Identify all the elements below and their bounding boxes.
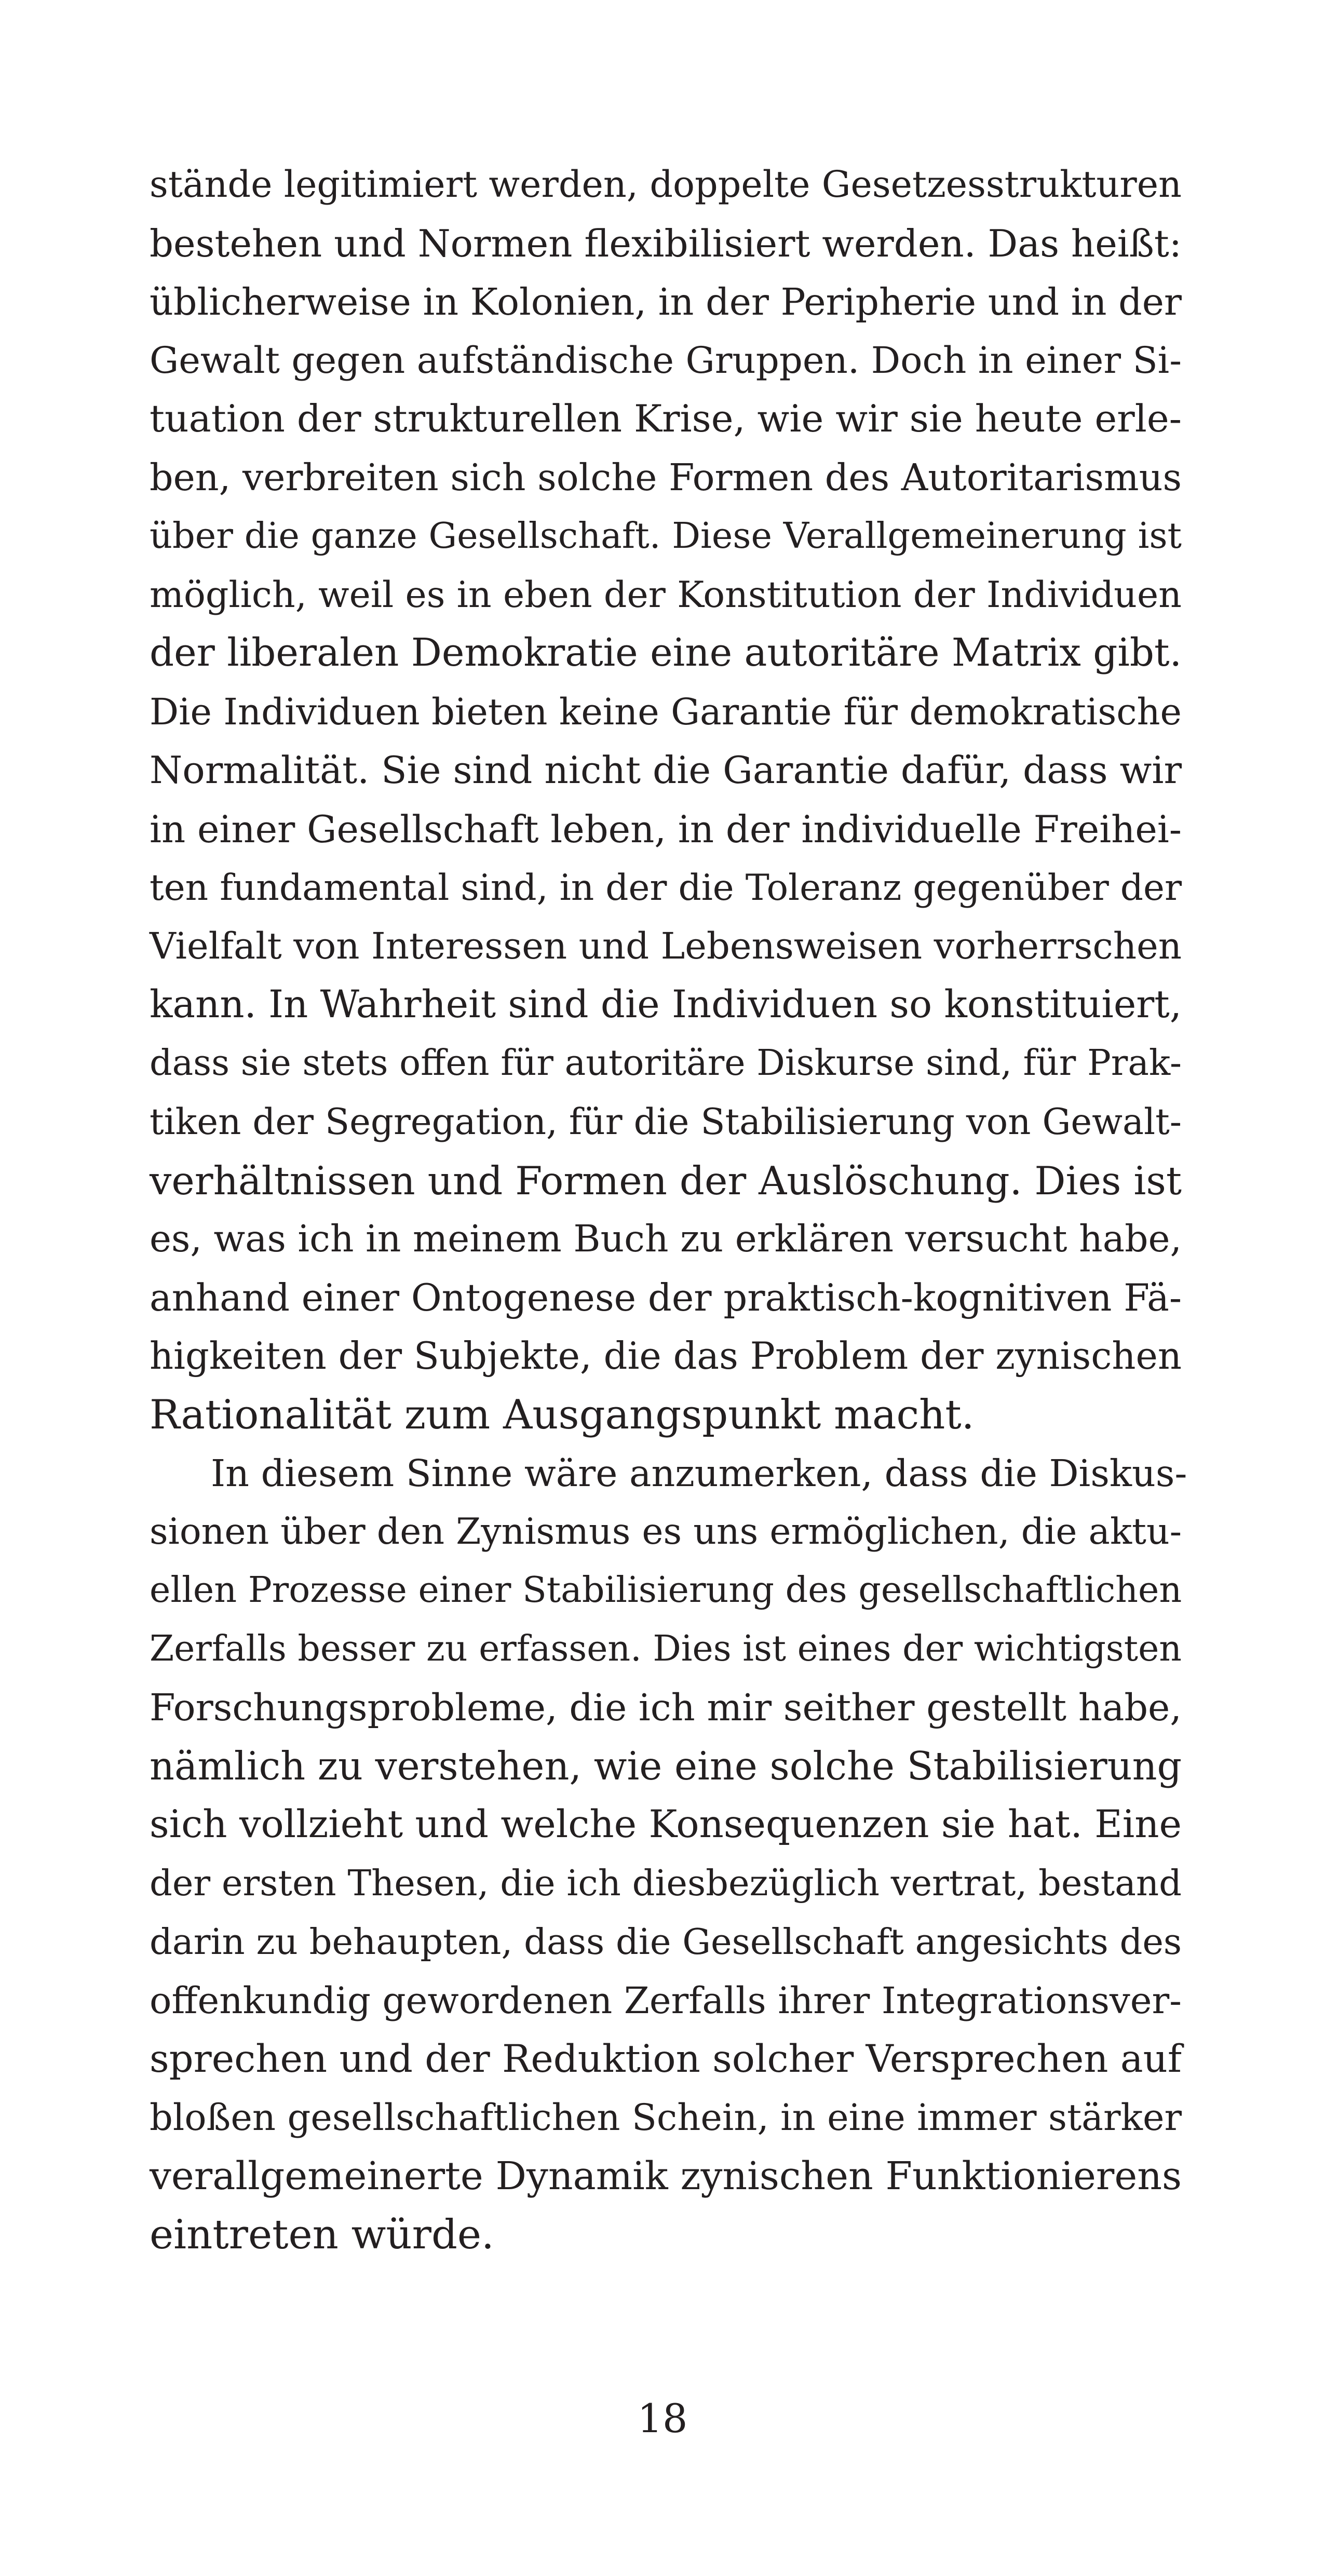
text-line: Normalität. Sie sind nicht die Garantie dafür, dass wir	[150, 748, 1182, 792]
text-line: tuation der strukturellen Krise, wie wir sie heute erle-	[150, 397, 1182, 441]
text-line: Vielfalt von Interessen und Lebensweisen vorherrschen	[150, 925, 1182, 968]
text-line: tiken der Segregation, für die Stabilisierung von Gewalt-	[150, 1101, 1182, 1143]
text-line: Die Individuen bieten keine Garantie für demokratische	[150, 691, 1182, 734]
text-line: verallgemeinerte Dynamik zynischen Funktionierens	[150, 2154, 1182, 2199]
text-line: verhältnissen und Formen der Auslöschung. Dies ist	[150, 1157, 1182, 1204]
text-line: kann. In Wahrheit sind die Individuen so konstituiert,	[150, 982, 1182, 1027]
text-line: In diesem Sinne wäre anzumerken, dass die Diskus-	[211, 1451, 1187, 1495]
paragraph-1	[150, 156, 1182, 1445]
text-line: üblicherweise in Kolonien, in der Peripherie und in der	[150, 280, 1182, 323]
text-line: nämlich zu verstehen, wie eine solche Stabilisierung	[150, 1743, 1182, 1789]
text-line: stände legitimiert werden, doppelte Gesetzesstrukturen	[150, 164, 1182, 206]
text-line: ten fundamental sind, in der die Toleranz gegenüber der	[150, 867, 1182, 909]
text-line: offenkundig gewordenen Zerfalls ihrer Integrationsver-	[150, 1979, 1182, 2022]
body-text	[150, 156, 1187, 2264]
text-line: anhand einer Ontogenese der praktisch-kognitiven Fä-	[150, 1276, 1182, 1320]
text-line: ellen Prozesse einer Stabilisierung des gesellschaftlichen	[150, 1570, 1182, 1611]
text-line: möglich, weil es in eben der Konstitution der Individuen	[150, 573, 1182, 616]
text-line: bestehen und Normen flexibilisiert werden. Das heißt:	[150, 221, 1182, 265]
text-line: darin zu behaupten, dass die Gesellschaft angesichts des	[150, 1921, 1182, 1963]
text-line: sich vollzieht und welche Konsequenzen sie hat. Eine	[150, 1802, 1182, 1847]
text-line: es, was ich in meinem Buch zu erklären versucht habe,	[150, 1217, 1182, 1261]
text-line: higkeiten der Subjekte, die das Problem der zynischen	[150, 1334, 1182, 1378]
text-line: der liberalen Demokratie eine autoritäre Matrix gibt.	[150, 631, 1182, 676]
text-line: in einer Gesellschaft leben, in der individuelle Freihei-	[150, 807, 1182, 851]
paragraph-2	[150, 1445, 1187, 2264]
text-line: Zerfalls besser zu erfassen. Dies ist eines der wichtigsten	[150, 1628, 1182, 1669]
text-line: sprechen und der Reduktion solcher Versprechen auf	[150, 2036, 1182, 2081]
text-line: bloßen gesellschaftlichen Schein, in eine immer stärker	[150, 2096, 1182, 2139]
text-line: Gewalt gegen aufständische Gruppen. Doch in einer Si-	[150, 339, 1182, 382]
text-line: Forschungsprobleme, die ich mir seither gestellt habe,	[150, 1685, 1182, 1729]
text-line: über die ganze Gesellschaft. Diese Verallgemeinerung ist	[150, 515, 1182, 557]
text-line: sionen über den Zynismus es uns ermöglichen, die aktu-	[150, 1511, 1182, 1553]
page-number: 18	[637, 2395, 688, 2442]
text-line: eintreten würde.	[150, 2211, 494, 2258]
text-line: Rationalität zum Ausgangspunkt macht.	[150, 1391, 975, 1438]
text-line: ben, verbreiten sich solche Formen des Autoritarismus	[150, 455, 1182, 499]
text-line: dass sie stets offen für autoritäre Diskurse sind, für Prak-	[150, 1042, 1182, 1084]
text-line: der ersten Thesen, die ich diesbezüglich vertrat, bestand	[150, 1863, 1182, 1905]
